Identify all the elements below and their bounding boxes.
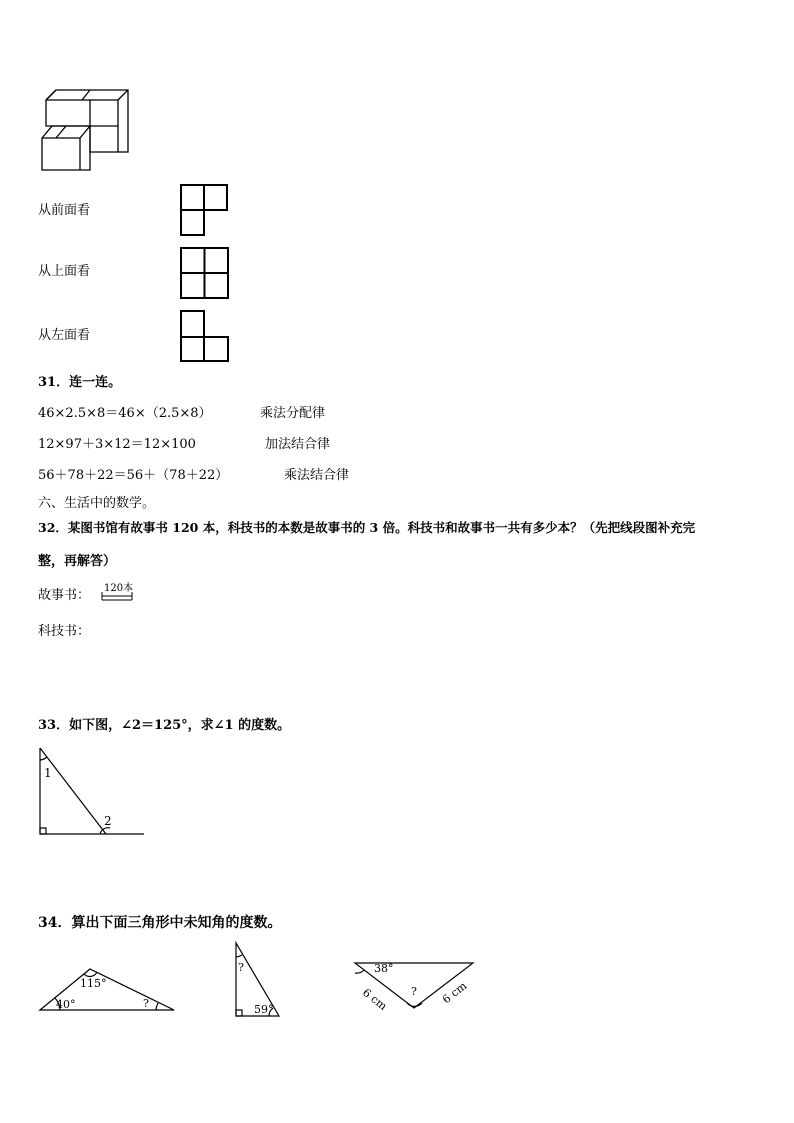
tri3-left-top-angle: 38° — [374, 962, 394, 975]
top-view-label: 从上面看 — [38, 264, 91, 279]
left-view-label: 从左面看 — [38, 328, 91, 343]
top-view-figure — [180, 247, 230, 301]
angle-2-label: 2 — [104, 814, 112, 828]
tri3-bottom-angle: ? — [411, 985, 417, 998]
tri1-left-angle: 40° — [56, 998, 76, 1011]
tri3-side-right: 6 cm — [440, 979, 470, 1007]
angle-1-label: 1 — [44, 766, 52, 780]
science-books-label: 科技书： — [38, 624, 91, 639]
q31-law-2: 加法结合律 — [265, 437, 331, 452]
left-view-figure — [180, 310, 230, 364]
q31-title: 31．连一连。 — [38, 375, 122, 390]
story-books-label: 故事书： — [38, 588, 91, 603]
q33-right-triangle-figure — [38, 746, 148, 838]
tri2-bottom-angle: 59° — [254, 1003, 274, 1016]
q34-title: 34．算出下面三角形中未知角的度数。 — [38, 915, 282, 931]
q32-question-line1: 32．某图书馆有故事书 120 本，科技书的本数是故事书的 3 倍。科技书和故事书一共有多少本？（先把线段图补充完 — [38, 520, 696, 535]
q31-expr-2: 12×97＋3×12＝12×100 — [38, 437, 196, 452]
q31-expr-3: 56＋78＋22＝56＋（78＋22） — [38, 468, 229, 483]
tri3-side-left: 6 cm — [359, 986, 390, 1013]
q32-question-line2: 整，再解答） — [38, 554, 117, 569]
story-books-segment-value: 120本 — [104, 583, 134, 594]
front-view-figure — [180, 184, 230, 238]
q31-law-1: 乘法分配律 — [260, 406, 326, 421]
q31-law-3: 乘法结合律 — [284, 468, 350, 483]
tri2-top-angle: ? — [238, 961, 244, 974]
block-figure — [38, 80, 138, 170]
section-6-heading: 六、生活中的数学。 — [38, 496, 156, 511]
q33-title: 33．如下图，∠2＝125°，求∠1 的度数。 — [38, 718, 291, 733]
q31-expr-1: 46×2.5×8＝46×（2.5×8） — [38, 406, 212, 421]
story-books-segment — [101, 583, 133, 601]
front-view-label: 从前面看 — [38, 203, 91, 218]
tri1-top-angle: 115° — [80, 977, 107, 990]
tri1-right-angle: ? — [143, 997, 149, 1010]
